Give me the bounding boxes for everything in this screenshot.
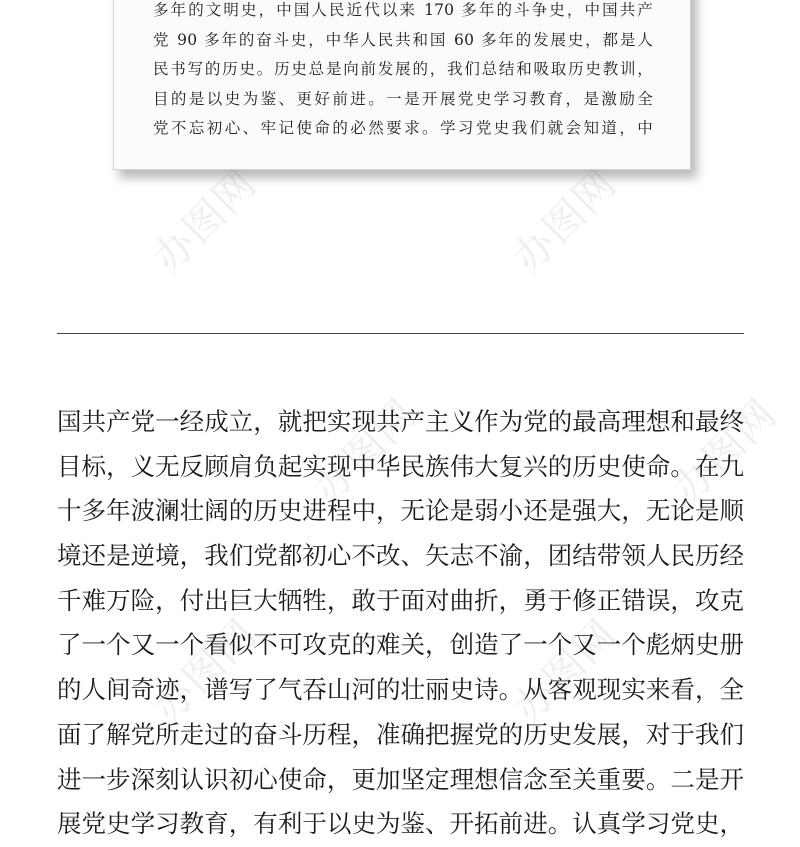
watermark-6: 办图网 bbox=[504, 610, 627, 732]
card-line: 党不忘初心、牢记使命的必然要求。学习党史我们就会知道，中 bbox=[153, 119, 653, 137]
body-line: 的人间奇迹，谱写了气吞山河的壮丽史诗。从客观现实来看，全 bbox=[57, 675, 744, 705]
watermark-1: 办图网 bbox=[144, 160, 267, 282]
card-line: 党 90 多年的奋斗史，中华人民共和国 60 多年的发展史，都是人 bbox=[153, 30, 653, 49]
body-paragraph bbox=[57, 400, 744, 847]
card-line: 多年的文明史，中国人民近代以来 170 多年的斗争史，中国共产 bbox=[153, 1, 653, 19]
watermark-4: 办图网 bbox=[664, 390, 787, 512]
page-divider bbox=[57, 333, 744, 334]
body-line: 展党史学习教育，有利于以史为鉴、开拓前进。认真学习党史， bbox=[57, 809, 744, 839]
card-line: 目的是以史为鉴、更好前进。一是开展党史学习教育，是激励全 bbox=[153, 89, 653, 108]
card-line: 民书写的历史。历史总是向前发展的，我们总结和吸取历史教训， bbox=[153, 60, 653, 78]
body-line: 了一个又一个看似不可攻克的难关，创造了一个又一个彪炳史册 bbox=[57, 630, 744, 660]
card-text bbox=[153, 0, 653, 144]
body-line: 境还是逆境，我们党都初心不改、矢志不渝，团结带领人民历经 bbox=[57, 541, 744, 571]
watermark-2: 办图网 bbox=[504, 160, 627, 282]
body-line: 进一步深刻认识初心使命，更加坚定理想信念至关重要。二是开 bbox=[57, 764, 744, 794]
body-line: 面了解党所走过的奋斗历程，准确把握党的历史发展，对于我们 bbox=[57, 719, 744, 749]
watermark-3: 办图网 bbox=[304, 390, 427, 512]
body-line: 千难万险，付出巨大牺牲，敢于面对曲折，勇于修正错误，攻克 bbox=[57, 585, 744, 615]
body-line: 国共产党一经成立，就把实现共产主义作为党的最高理想和最终 bbox=[57, 407, 744, 436]
watermark-5: 办图网 bbox=[144, 610, 267, 732]
quote-card bbox=[113, 0, 691, 170]
body-line: 目标，义无反顾肩负起实现中华民族伟大复兴的历史使命。在九 bbox=[57, 451, 744, 481]
body-line: 十多年波澜壮阔的历史进程中，无论是弱小还是强大，无论是顺 bbox=[57, 496, 744, 526]
